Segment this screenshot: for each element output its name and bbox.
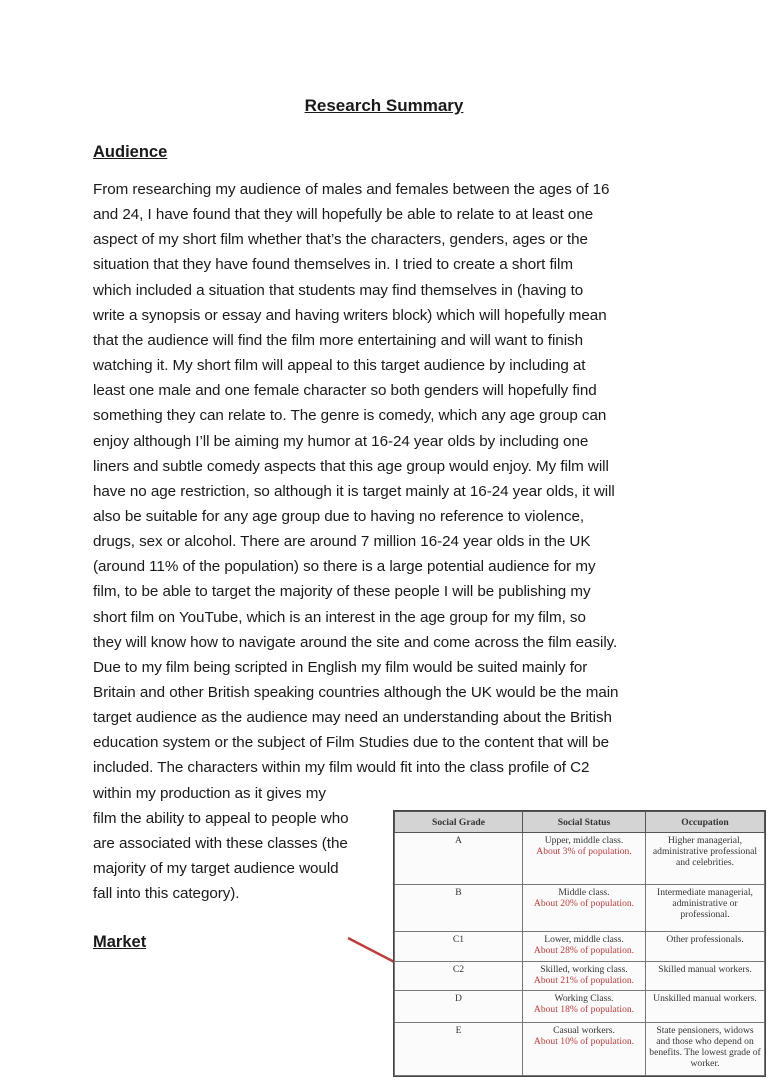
- occupation-cell: State pensioners, widows and those who depend on benefits. The lowest grade of worker.: [646, 1023, 765, 1076]
- paragraph-line: Due to my film being scripted in English my film would be suited mainly for: [93, 658, 588, 676]
- status-cell: [523, 990, 646, 1022]
- population-percent: About 18% of population.: [533, 1003, 635, 1015]
- paragraph-line: watching it. My short film will appeal to this target audience by including at: [93, 357, 586, 375]
- paragraph-line: they will know how to navigate around the site and come across the film easily.: [93, 633, 618, 651]
- paragraph-line: aspect of my short film whether that’s the characters, genders, ages or the: [93, 231, 588, 249]
- paragraph-line: also be suitable for any age group due to having no reference to violence,: [93, 507, 585, 525]
- occupation-cell: Intermediate managerial, administrative or professional.: [646, 884, 765, 932]
- grade-cell: B: [395, 884, 523, 932]
- paragraph-line: drugs, sex or alcohol. There are around 7 million 16-24 year olds in the UK: [93, 533, 591, 551]
- population-percent: About 3% of population.: [536, 846, 632, 857]
- paragraph-line: included. The characters within my film would fit into the class profile of C2: [93, 759, 590, 777]
- paragraph-line: (around 11% of the population) so there is a large potential audience for my: [93, 558, 596, 576]
- social-grade-table: [393, 810, 766, 1077]
- population-percent: About 21% of population.: [533, 974, 635, 986]
- audience-heading: Audience: [93, 143, 168, 161]
- population-percent: About 20% of population.: [533, 897, 635, 909]
- paragraph-line: write a synopsis or essay and having writers block) which will hopefully mean: [93, 306, 607, 324]
- population-percent: About 10% of population.: [533, 1036, 635, 1048]
- market-heading: Market: [93, 933, 147, 951]
- paragraph-line: have no age restriction, so although it is target mainly at 16-24 year olds, it will: [93, 482, 615, 500]
- document-title: Research Summary: [304, 96, 464, 115]
- paragraph-line: and 24, I have found that they will hopefully be able to relate to at least one: [93, 206, 594, 224]
- table-row: [395, 932, 765, 961]
- paragraph-line: are associated with these classes (the: [93, 834, 348, 852]
- paragraph-line: Britain and other British speaking countries although the UK would be the main: [93, 684, 619, 701]
- paragraph-line: short film on YouTube, which is an interest in the age group for my film, so: [93, 608, 586, 626]
- table-row: [395, 1023, 765, 1076]
- occupation-cell: Skilled manual workers.: [646, 961, 765, 990]
- status-text: Middle class.: [558, 886, 610, 898]
- paragraph-line: least one male and one female character so both genders will hopefully find: [93, 382, 597, 400]
- status-text: Casual workers.: [553, 1025, 615, 1037]
- status-text: Working Class.: [554, 992, 614, 1004]
- status-cell: [523, 833, 646, 885]
- table-header-status: Social Status: [523, 812, 646, 833]
- population-percent: About 28% of population.: [533, 945, 635, 957]
- occupation-cell: Other professionals.: [646, 932, 765, 961]
- status-text: Lower, middle class.: [544, 934, 624, 946]
- occupation-cell: Unskilled manual workers.: [646, 990, 765, 1022]
- paragraph-line: which included a situation that students may find themselves in (having to: [93, 281, 584, 299]
- table-row: [395, 990, 765, 1022]
- paragraph-line: situation that they have found themselves in. I tried to create a short film: [93, 256, 573, 274]
- table-row: [395, 884, 765, 932]
- paragraph-line: within my production as it gives my: [93, 784, 326, 802]
- status-text: Upper, middle class.: [544, 835, 624, 846]
- occupation-cell: Higher managerial, administrative professional and celebrities.: [646, 833, 765, 885]
- table-header-occupation: Occupation: [646, 812, 765, 833]
- paragraph-line: enjoy although I’ll be aiming my humor at 16-24 year olds by including one: [93, 432, 589, 450]
- status-text: Skilled, working class.: [540, 963, 628, 975]
- status-cell: [523, 884, 646, 932]
- paragraph-line: From researching my audience of males and females between the ages of 16: [93, 181, 610, 198]
- table-row: [395, 961, 765, 990]
- table-row: [395, 833, 765, 885]
- grade-cell: C1: [395, 932, 523, 961]
- paragraph-line: target audience as the audience may need an understanding about the British: [93, 709, 612, 727]
- paragraph-line: fall into this category).: [93, 885, 240, 903]
- paragraph-line: film, to be able to target the majority of these people I will be publishing my: [93, 583, 591, 601]
- table-header-grade: Social Grade: [395, 812, 523, 833]
- grade-cell: D: [395, 990, 523, 1022]
- paragraph-line: film the ability to appeal to people who: [93, 809, 349, 827]
- paragraph-line: that the audience will find the film more entertaining and will want to finish: [93, 331, 583, 349]
- status-cell: [523, 961, 646, 990]
- grade-cell: A: [395, 833, 523, 885]
- paragraph-line: something they can relate to. The genre is comedy, which any age group can: [93, 407, 607, 425]
- grade-cell: C2: [395, 961, 523, 990]
- grade-cell: E: [395, 1023, 523, 1076]
- paragraph-line: majority of my target audience would: [93, 860, 339, 878]
- paragraph-line: education system or the subject of Film Studies due to the content that will be: [93, 734, 610, 752]
- status-cell: [523, 1023, 646, 1076]
- paragraph-line: liners and subtle comedy aspects that this age group would enjoy. My film will: [93, 457, 609, 475]
- status-cell: [523, 932, 646, 961]
